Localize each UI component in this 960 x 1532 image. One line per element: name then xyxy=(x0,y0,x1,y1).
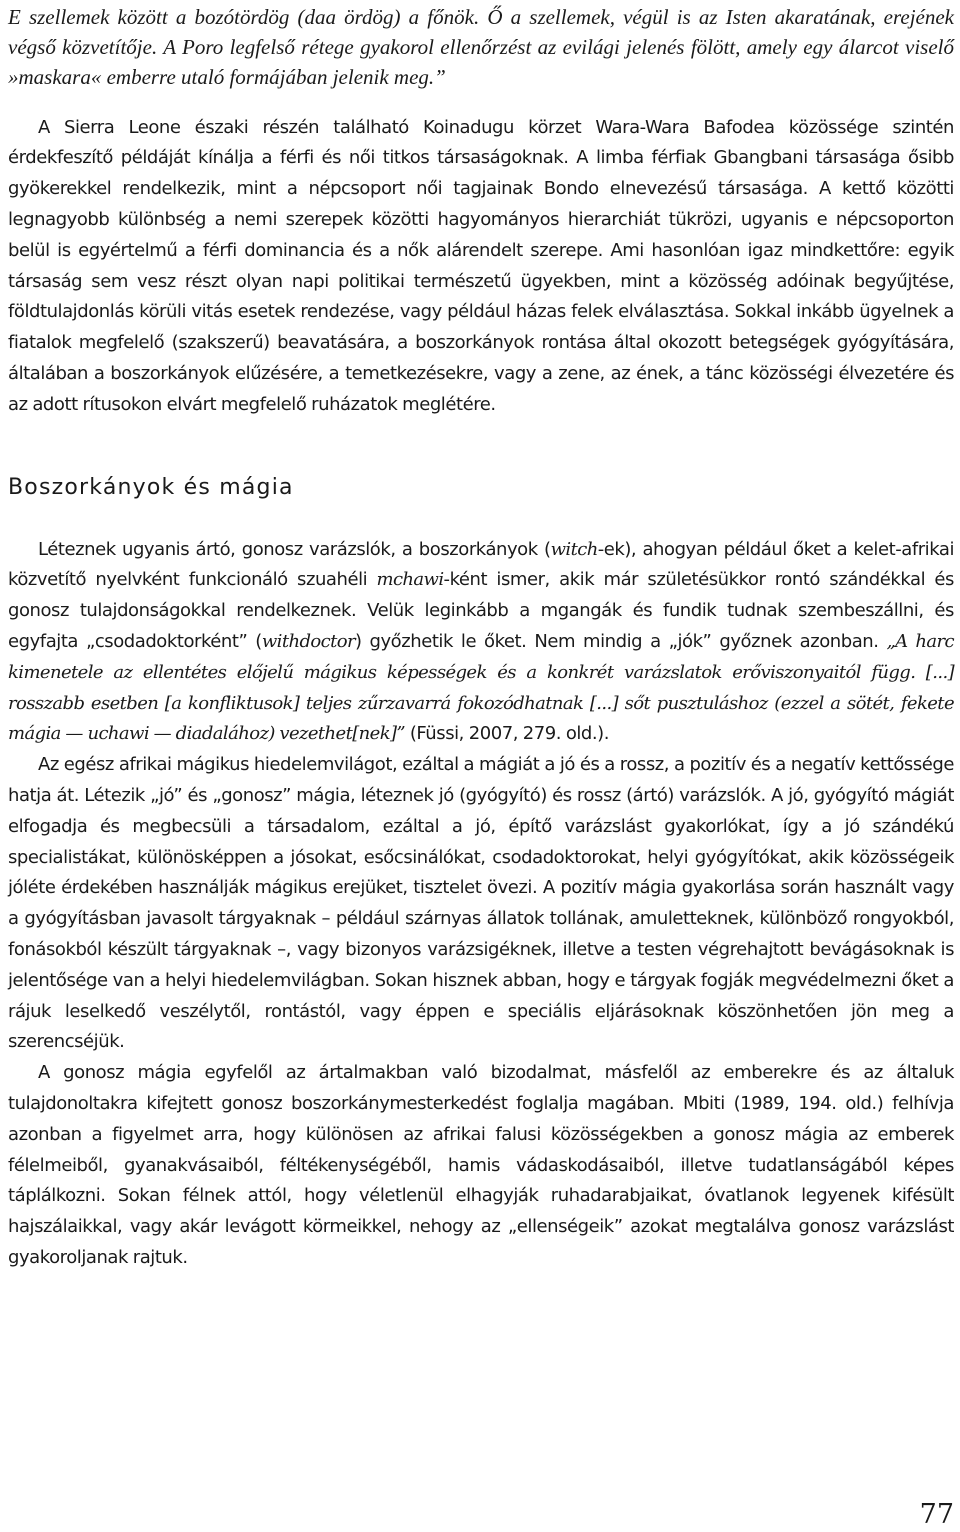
paragraph-evil-magic: A gonosz mágia egyfelől az ártalmakban való bizodalmat, másfelől az emberekre és az általuk tulajdonoltakra kifejtett gonosz boszorkánymesterkedést foglalja magában. Mbiti (1989, 194. old.) felhívja azonban a figyelmet arra, hogy különösen az afrikai falusi közösségekben a gonosz mágia az emberek félelmeiből, gyanakvásaiból, féltékenységéből, hamis vádaskodásaiból, illetve tudatlanságából képes táplálkozni. Sokan félnek attól, hogy véletlenül elhagyják ruhadarabjaikat, óvatlanok legyenek kifésült hajszálaikkal, vagy akár levágott körmeikkel, nehogy az „ellenségeik” azokat megtalálva gonosz varázslást gyakoroljanak rajtuk. xyxy=(8,1062,954,1268)
text-run: -ek), ahogyan például őket a kelet-afrikai közvetítő nyelvként funkcionáló szuahéli xyxy=(8,538,954,591)
inline-quote: „A harc kimenetele az ellentétes előjelű mágikus képességek és a konkrét varázslatok erőviszonyaitól függ. [...] rosszabb esetben [a konfliktusok] teljes zűrzavarrá fokozódhatnak [...] sőt pusztuláshoz (ezzel a sötét, fekete mágia — uchawi — diadalához) vezethet[nek]” xyxy=(8,630,954,745)
block-quote: E szellemek között a bozótördög (daa ördög) a főnök. Ő a szellemek, végül is az Isten akaratának, erejének végső közvetítője. A Poro legfelső rétege gyakorol ellenőrzést az evilági jelenés fölött, amely egy álarcot viselő »maskara« emberre utaló formájában jelenik meg.” xyxy=(8,5,954,90)
text-run: Léteznek ugyanis ártó, gonosz varázslók, a boszorkányok ( xyxy=(38,538,551,560)
section-heading: Boszorkányok és mágia xyxy=(8,474,294,500)
term-witch: witch xyxy=(550,538,598,560)
paragraph-witches xyxy=(8,535,954,751)
text-run: ) győzhetik le őket. Nem mindig a „jók” győznek azonban. xyxy=(354,630,887,652)
term-mchawi: mchawi xyxy=(376,569,444,591)
paragraph-good-evil-magic: Az egész afrikai mágikus hiedelemvilágot, ezáltal a mágiát a jó és a rossz, a pozitív és a negatív kettőssége hatja át. Létezik „jó” és „gonosz” mágia, léteznek jó (gyógyító) és rossz (ártó) varázslók. A jó, gyógyító mágiát elfogadja és megbecsüli a társadalom, ezáltal a jó, építő varázslást gyakorlókat, így a jó szándékú specialistákat, különösképpen a jósokat, esőcsinálókat, csodadoktorokat, helyi gyógyítókat, akik közösségeik jóléte érdekében használják mágikus erejüket, tisztelet övezi. A pozitív mágia gyakorlása során használt vagy a gyógyításban javasolt tárgyaknak – például szárnyas állatok tollának, amuletteknek, különböző rongyokból, fonásokból készült tárgyaknak –, vagy bizonyos varázsigéknek, illetve a testen végrehajtott bevágásoknak is jelentősége van a helyi hiedelemvilágban. Sokan hisznek abban, hogy e tárgyak fogják megvédelmezni őket a rájuk leselkedő veszélytől, rontástól, vagy éppen e speciális eljárásoknak köszönhetően jön meg a szerencséjük. xyxy=(8,754,954,1053)
paragraph-sierra-leone: A Sierra Leone északi részén található Koinadugu körzet Wara-Wara Bafodea közössége szintén érdekfeszítő példáját kínálja a férfi és női titkos társaságoknak. A limba férfiak Gbangbani társasága ősibb gyökerekkel rendelkezik, mint a népcsoport női tagjainak Bondo elnevezésű társasága. A kettő közötti legnagyobb különbség a nemi szerepek közötti hagyományos hierarchiát tükrözi, ugyanis e népcsoporton belül is egyértelmű a férfi dominancia és a nők alárendelt szerepe. Ami hasonlóan igaz mindkettőre: egyik társaság sem vesz részt olyan napi politikai természetű ügyekben, mint a közösség adóinak begyűjtése, földtulajdonlás körüli vitás esetek rendezése, vagy például házas felek elválasztása. Sokkal inkább ügyelnek a fiatalok megfelelő (szakszerű) beavatására, a boszorkányok rontása által okozott betegségek gyógyítására, általában a boszorkányok elűzésére, a temetkezésekre, vagy a zene, az ének, a tánc közösségi élvezetére és az adott rítusokon elvárt megfelelő ruházatok meglétére. xyxy=(8,116,954,415)
text-run: -ként ismer, akik már születésükkor rontó szándékkal és gonosz tulajdonságokkal rendelkeznek. Velük leginkább a mgangák és fundik tudnak szembeszállni, és egyfajta „csodadoktorként” ( xyxy=(8,569,954,652)
term-withdoctor: withdoctor xyxy=(261,630,355,652)
document-page xyxy=(8,2,954,1274)
page-number: 77 xyxy=(919,1499,954,1530)
citation: (Füssi, 2007, 279. old.). xyxy=(405,723,610,745)
